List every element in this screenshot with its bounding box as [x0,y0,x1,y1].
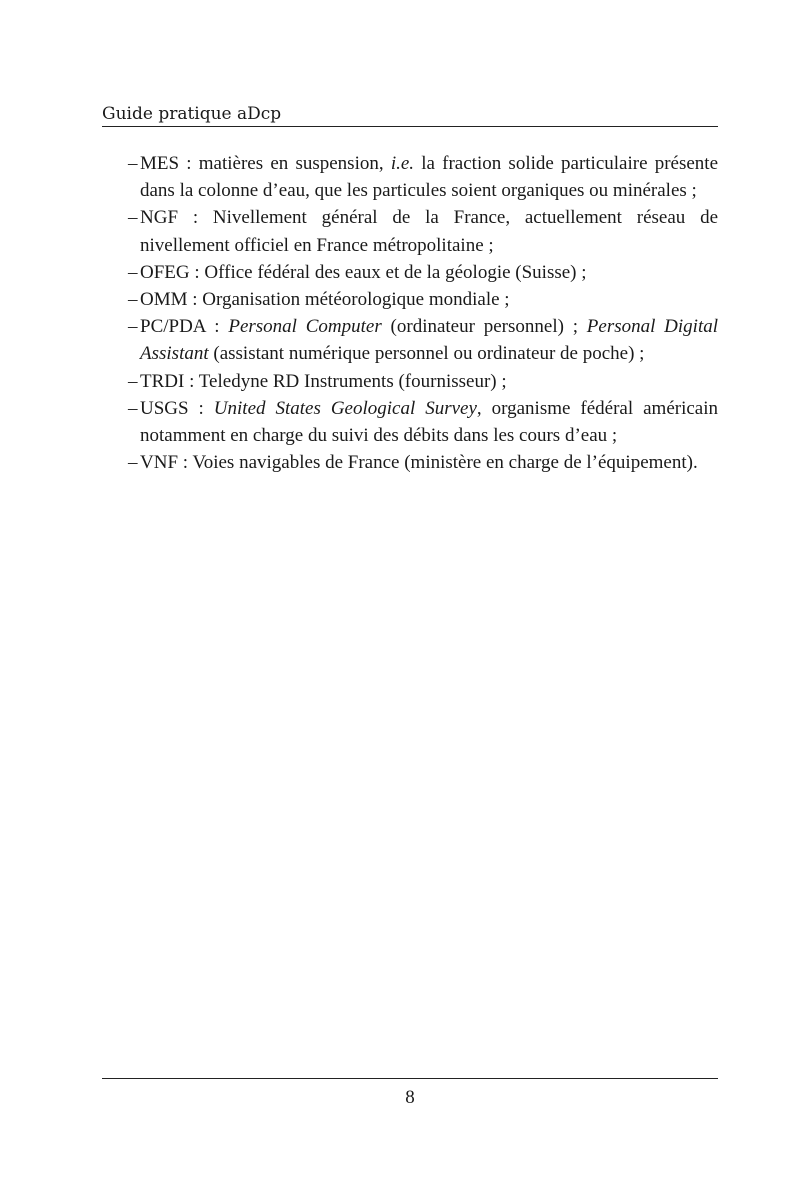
abbreviation-term: USGS [140,397,189,419]
list-item [102,150,718,204]
definition-text: Personal Digital Assistant [140,316,719,365]
abbreviation-term: NGF [140,207,179,229]
running-header: Guide pratique aDcp [102,104,282,124]
abbreviation-separator: : [188,397,214,419]
list-item [102,313,718,367]
abbreviation-separator: : [178,452,193,474]
page-number: 8 [405,1087,415,1108]
abbreviation-term: VNF [140,452,179,474]
dash-bullet: – [128,207,138,229]
list-item [102,368,718,395]
definition-text: Personal Computer [228,316,382,338]
definition-text: Teledyne RD Instruments (fournisseur) ; [198,370,507,392]
dash-bullet: – [128,261,138,283]
abbreviation-term: MES [140,153,180,174]
dash-bullet: – [128,370,138,392]
definition-text: United States Geological Survey [213,397,477,419]
header-rule [102,126,718,127]
abbreviation-separator: : [184,370,199,392]
abbreviation-term: PC/PDA [140,316,206,338]
dash-bullet: – [128,397,138,419]
definition-text: , organisme fédéral américain notamment en charge du suivi des débits dans les cours d’eau ; [140,397,719,447]
definition-text: Voies navigables de France (ministère en charge de l’équipement). [192,452,698,474]
abbreviation-term: OMM [140,289,188,311]
abbreviation-separator: : [179,153,199,174]
list-item [102,449,718,476]
list-item [102,286,718,313]
dash-bullet: – [128,452,138,474]
abbreviation-separator: : [205,316,229,338]
definition-text: matières en suspension, [198,153,391,174]
abbreviation-list [102,150,718,476]
definition-text: Organisation météorologique mondiale ; [202,289,510,311]
definition-text: la fraction solide particulaire présente dans la colonne d’eau, que les particules soient organiques ou minérales ; [140,153,719,202]
definition-text: (ordinateur personnel) ; [381,316,587,338]
abbreviation-separator: : [189,261,205,283]
page-content [102,150,718,476]
list-item [102,204,718,258]
footer-rule [102,1078,718,1079]
definition-text: (assistant numérique personnel ou ordinateur de poche) ; [208,343,645,365]
dash-bullet: – [128,289,138,311]
definition-text: Nivellement général de la France, actuellement réseau de nivellement officiel en France métropolitaine ; [140,207,719,256]
dash-bullet: – [128,316,138,338]
definition-text: Office fédéral des eaux et de la géologie (Suisse) ; [204,261,587,283]
dash-bullet: – [128,153,138,174]
abbreviation-term: OFEG [140,261,190,283]
abbreviation-separator: : [178,207,213,229]
list-item [102,259,718,286]
list-item [102,395,718,449]
definition-text: i.e. [390,153,415,174]
abbreviation-term: TRDI [140,370,185,392]
abbreviation-separator: : [187,289,203,311]
